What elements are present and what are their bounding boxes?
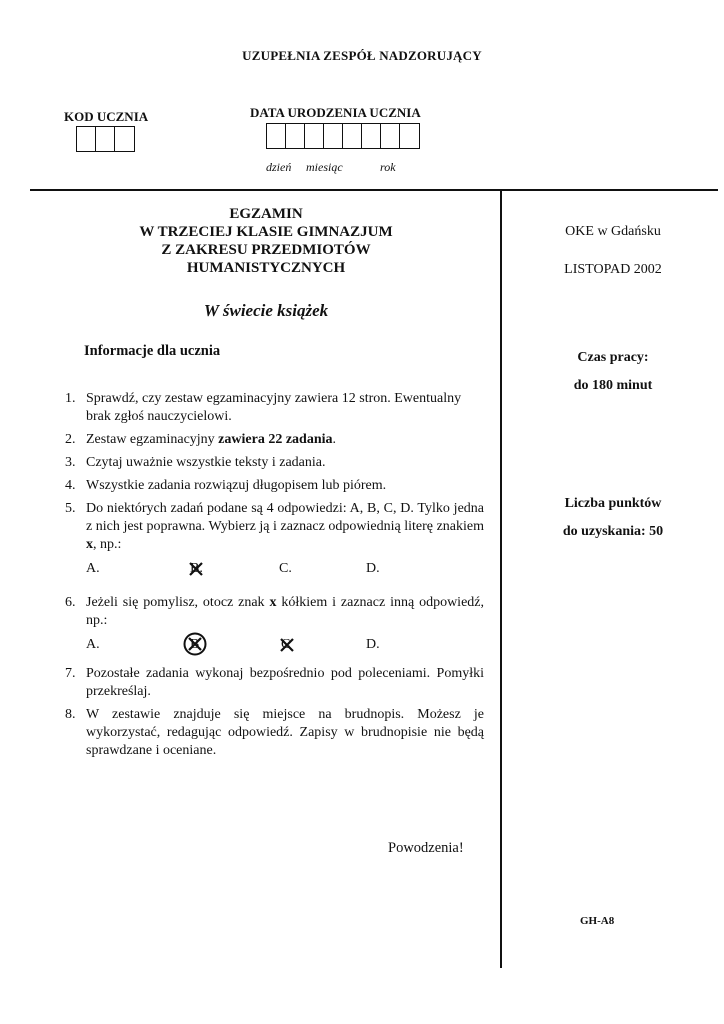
date-caption-day: dzień: [266, 160, 292, 174]
option-c-label: C: [281, 637, 291, 652]
list-item: [60, 665, 484, 701]
time-value: do 180 minut: [573, 378, 653, 393]
example-answers-1: [86, 560, 484, 584]
example1-option-d: D.: [366, 561, 380, 576]
item-text: Czytaj uważnie wszystkie teksty i zadania.: [86, 455, 326, 470]
item-number: 6.: [65, 595, 76, 610]
option-b-label: B: [190, 637, 200, 652]
x-mark-icon: [279, 637, 295, 653]
example2-option-d: D.: [366, 637, 380, 652]
item-text-bold: x: [269, 595, 277, 610]
example1-option-b: [190, 560, 203, 578]
exam-subtitle: W świecie książek: [203, 301, 329, 320]
example2-option-a: A.: [86, 637, 100, 652]
item-number: 1.: [65, 391, 76, 406]
option-b-label: B.: [190, 561, 203, 576]
birth-date-label: DATA URODZENIA UCZNIA: [250, 105, 421, 120]
item-text: Pozostałe zadania wykonaj bezpośrednio pod poleceniami. Pomyłki przekreślaj.: [86, 666, 484, 699]
list-item: [60, 477, 484, 495]
item-text: Zestaw egzaminacyjny: [86, 432, 219, 447]
column-divider: [500, 190, 502, 968]
item-text-bold: x: [86, 537, 93, 552]
exam-code: GH-A8: [580, 915, 615, 927]
item-text: Sprawdź, czy zestaw egzaminacyjny zawiera 12 stron. Ewentualny brak zgłoś nauczycielowi.: [86, 391, 462, 424]
list-item: [60, 454, 484, 472]
list-item: [60, 706, 484, 760]
example1-option-a: A.: [86, 561, 100, 576]
example2-option-b: [190, 636, 199, 654]
birth-date-boxes[interactable]: [266, 123, 420, 149]
item-number: 2.: [65, 432, 76, 447]
list-item: [60, 390, 484, 426]
exam-date: LISTOPAD 2002: [564, 262, 662, 277]
date-caption-year: rok: [380, 160, 396, 174]
time-label: Czas pracy:: [577, 350, 649, 365]
x-mark-icon: [188, 561, 204, 577]
info-heading: Informacje dla ucznia: [84, 343, 221, 359]
example-answers-2: [86, 636, 484, 660]
exam-title: [40, 205, 492, 277]
student-code-boxes[interactable]: [76, 126, 135, 152]
circled-x-mark-icon: [183, 632, 207, 656]
item-text: Wszystkie zadania rozwiązuj długopisem lub piórem.: [86, 478, 387, 493]
example1-option-c: C.: [279, 561, 292, 576]
item-number: 8.: [65, 707, 76, 722]
date-caption-month: miesiąc: [306, 160, 343, 174]
exam-title-line-1: EGZAMIN: [229, 206, 303, 222]
item-number: 3.: [65, 455, 76, 470]
item-text: Do niektórych zadań podane są 4 odpowiedzi: A, B, C, D. Tylko jedna z nich jest poprawna. Wybierz ją i zaznacz odpowiednią literę znakiem: [86, 501, 484, 534]
exam-title-line-4: HUMANISTYCZNYCH: [186, 260, 346, 276]
list-item: [60, 500, 484, 584]
list-item: [60, 431, 484, 449]
student-code-label: KOD UCZNIA: [64, 109, 149, 124]
header-divider: [30, 189, 718, 191]
item-number: 4.: [65, 478, 76, 493]
oke-name: OKE w Gdańsku: [565, 224, 661, 239]
example2-option-c: [281, 636, 290, 654]
points-label: Liczba punktów: [564, 496, 662, 511]
exam-title-line-2: W TRZECIEJ KLASIE GIMNAZJUM: [139, 224, 393, 240]
item-number: 7.: [65, 666, 76, 681]
list-item: [60, 594, 484, 660]
points-value: do uzyskania: 50: [562, 524, 664, 539]
item-number: 5.: [65, 501, 76, 516]
item-text: , np.:: [93, 537, 122, 552]
exam-title-line-3: Z ZAKRESU PRZEDMIOTÓW: [161, 242, 371, 258]
item-text: kółkiem i zaznacz inną odpowiedź, np.:: [86, 595, 484, 628]
closing-greeting: Powodzenia!: [388, 840, 464, 856]
item-text-bold: zawiera 22 zadania: [218, 432, 333, 447]
item-text: .: [332, 432, 336, 447]
instructions-list: [60, 390, 484, 765]
item-text: Jeżeli się pomylisz, otocz znak: [86, 595, 270, 610]
supervisor-header: UZUPEŁNIA ZESPÓŁ NADZORUJĄCY: [242, 48, 482, 63]
item-text: W zestawie znajduje się miejsce na brudnopis. Możesz je wykorzystać, redagując odpowiedź. Zapisy w brudnopisie nie będą sprawdzane i oceniane.: [86, 707, 484, 758]
